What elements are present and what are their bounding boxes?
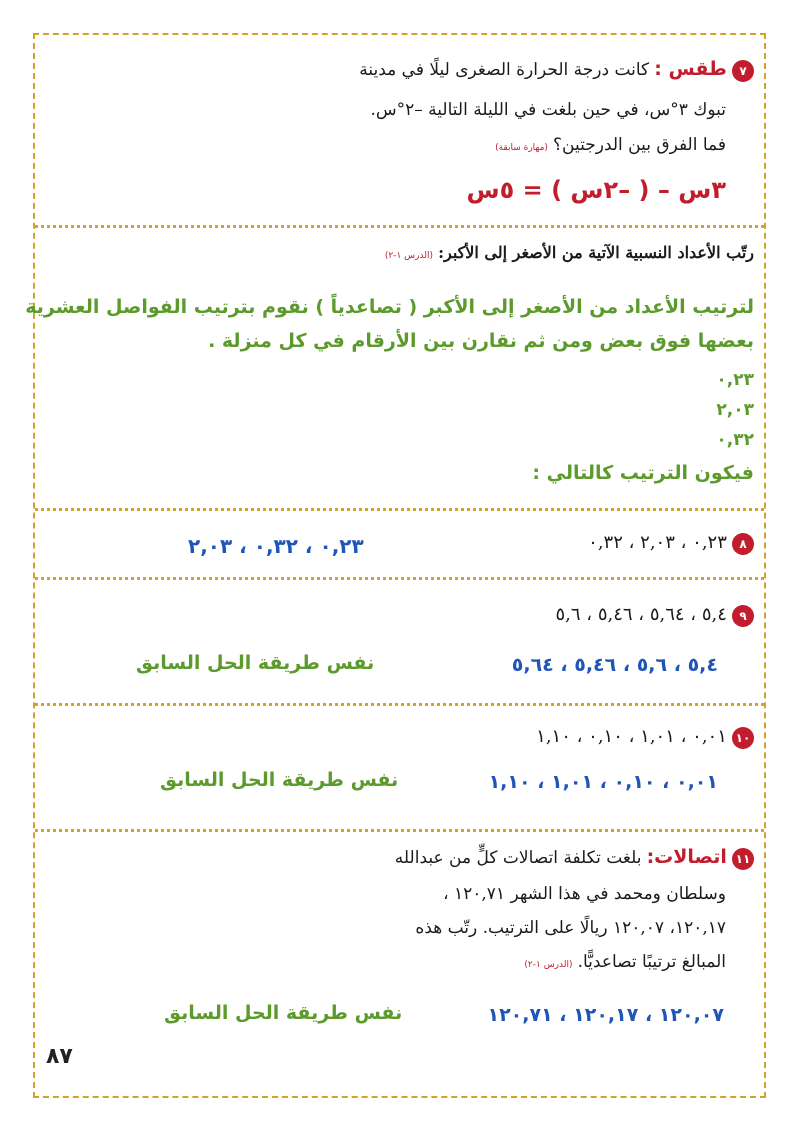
separator: [35, 225, 764, 228]
q7-line3-wrap: [495, 135, 726, 155]
q11-line1: بلغت تكلفة اتصالات كلٍّ من عبدالله: [394, 848, 642, 868]
separator: [35, 508, 764, 511]
order-lesson: (الدرس ١-٢): [384, 251, 433, 261]
q7-line2: تبوك ٣°س، في حين بلغت في الليلة التالية –٢°س.: [370, 100, 726, 120]
q9-question: ٥,٤ ، ٥,٦٤ ، ٥,٤٦ ، ٥,٦: [555, 604, 727, 625]
q10-answer: ٠,٠١ ، ٠,١٠ ، ١,٠١ ، ١,١٠: [488, 771, 718, 793]
q7-answer: ٣س – ( –٢س ) = ٥س: [466, 176, 726, 204]
q7-line1: كانت درجة الحرارة الصغرى ليلًا في مدينة: [359, 60, 650, 80]
q11-line4-wrap: [524, 952, 726, 972]
q8-number-badge: ٨: [732, 533, 754, 555]
q11-answer: ١٢٠,٠٧ ، ١٢٠,١٧ ، ١٢٠,٧١: [487, 1004, 724, 1026]
q11-line2: وسلطان ومحمد في هذا الشهر ١٢٠,٧١ ،: [443, 884, 726, 904]
q11-note: نفس طريقة الحل السابق: [164, 1002, 403, 1024]
q11-line4: المبالغ ترتيبًا تصاعديًّا.: [577, 952, 726, 972]
q9-answer: ٥,٤ ، ٥,٦ ، ٥,٤٦ ، ٥,٦٤: [511, 654, 718, 676]
separator: [35, 703, 764, 706]
q8-answer: ٠,٢٣ ، ٠,٣٢ ، ٢,٠٣: [188, 534, 364, 558]
order-num-3: ٠,٣٢: [716, 430, 754, 450]
q11-line3: ١٢٠,١٧، ١٢٠,٠٧ ريالًا على الترتيب. رتّب هذه: [415, 918, 726, 938]
q8-row: [588, 532, 754, 555]
order-explain-2: بعضها فوق بعض ومن ثم نقارن بين الأرقام في كل منزلة .: [208, 330, 754, 352]
order-result-label: فيكون الترتيب كالتالي :: [532, 462, 754, 484]
q9-row: [556, 604, 754, 627]
order-num-2: ٢,٠٣: [716, 400, 754, 420]
separator: [35, 829, 764, 832]
q10-row: [536, 726, 754, 749]
q7-number-badge: ٧: [732, 60, 754, 82]
q10-note: نفس طريقة الحل السابق: [160, 769, 399, 791]
order-instruction: رتّب الأعداد النسبية الآتية من الأصغر إلى الأكبر:: [438, 243, 754, 262]
q11-row: [395, 846, 754, 870]
q7-block: [359, 58, 754, 82]
q7-line3: فما الفرق بين الدرجتين؟: [553, 135, 726, 155]
q7-keyword: طقس :: [654, 58, 727, 80]
order-num-1: ٠,٢٣: [716, 370, 754, 390]
separator: [35, 577, 764, 580]
page-number: ٨٧: [46, 1044, 73, 1069]
q10-question: ٠,٠١ ، ١,٠١ ، ٠,١٠ ، ١,١٠: [536, 726, 727, 747]
q9-number-badge: ٩: [732, 605, 754, 627]
q11-keyword: اتصالات:: [646, 846, 727, 868]
q10-number-badge: ١٠: [732, 727, 754, 749]
q11-lesson: (الدرس ١-٢): [524, 960, 573, 970]
q8-question: ٠,٢٣ ، ٢,٠٣ ، ٠,٣٢: [588, 532, 727, 553]
q11-number-badge: ١١: [732, 848, 754, 870]
q9-note: نفس طريقة الحل السابق: [136, 652, 375, 674]
order-instruction-wrap: [385, 243, 754, 262]
q7-hint: (مهارة سابقة): [495, 143, 548, 153]
order-explain-1: لترتيب الأعداد من الأصغر إلى الأكبر ( تصاعدياً ) نقوم بترتيب الفواصل العشرية: [25, 296, 754, 318]
